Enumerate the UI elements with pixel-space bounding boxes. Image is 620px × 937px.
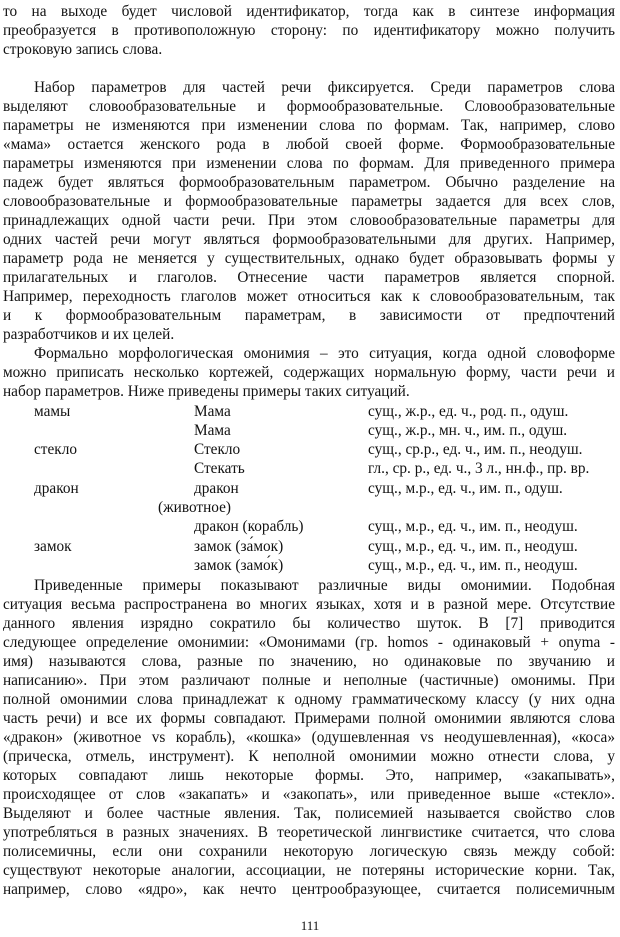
text-line: ситуация весьма распространена во многих языках, хотя и в разной мере. Отсутствие [3, 596, 615, 613]
text-line: часть речи) и все их формы совпадают. Примерами полной омонимии являются слова [3, 710, 615, 727]
example-word: стекло [34, 441, 77, 458]
example-form: Мама [194, 422, 231, 439]
text-line: «дракон» (животное vs корабль), «кошка» (одушевленная vs неодушевленная), «коса» [3, 729, 615, 746]
example-tags: сущ., м.р., ед. ч., им. п., неодуш. [368, 518, 578, 535]
text-line: существуют некоторые аналогии, ассоциации, не потеряны исторические корни. Так, [3, 862, 615, 879]
text-line: преобразуется в противоположную сторону: по идентификатору можно получить [3, 22, 615, 39]
text-line: параметры не изменяются при изменении слова по формам. Так, например, слово [3, 117, 615, 134]
text-line: можно приписать несколько кортежей, содержащих нормальную форму, части речи и [3, 364, 615, 381]
text-line: происходящее от слов «закапать» и «закопать», или приведенное выше «стекло». [3, 786, 615, 803]
example-form: Мама [194, 403, 231, 420]
text-line: данного явления изрядно сократило бы количество шуток. В [7] приводится [3, 615, 615, 632]
text-line: прилагательных и глаголов. Отнесение части параметров является спорной. [3, 269, 615, 286]
text-line: параметры изменяются при изменении слова по формам. Для приведенного примера [3, 155, 615, 172]
example-form: Стекать [194, 460, 245, 477]
text-line: разработчиков и их целей. [3, 326, 175, 343]
example-tags: сущ., ср.р., ед. ч., им. п., неодуш. [368, 441, 583, 458]
text-line: Формально морфологическая омонимия – это ситуация, когда одной словоформе [34, 345, 615, 362]
text-line: падеж будет являться формообразовательным параметром. Обычно разделение на [3, 174, 615, 191]
page-number: 111 [300, 918, 320, 933]
text-line: употребляться в разных значениях. В теоретической лингвистике считается, что слова [3, 824, 615, 841]
text-line: словообразовательные и формообразовательные параметры задается для всех слов, [3, 193, 615, 210]
example-form: дракон (корабль) [194, 518, 304, 535]
example-word: (животное) [158, 499, 232, 516]
text-line: то на выходе будет числовой идентификатор, тогда как в синтезе информация [3, 3, 615, 20]
example-form: Стекло [194, 441, 241, 458]
text-line: одних частей речи могут являться формообразовательными для других. Например, [3, 231, 615, 248]
text-line: полной омонимии слова принадлежат к одному грамматическому классу (у них одна [3, 691, 615, 708]
text-line: Набор параметров для частей речи фиксируется. Среди параметров слова [34, 79, 615, 96]
example-tags: гл., ср. р., ед. ч., 3 л., нн.ф., пр. вр. [368, 460, 590, 477]
text-line: Например, переходность глаголов может относиться как к словообразовательным, так [3, 288, 615, 305]
example-form: замок (замо́к) [194, 557, 284, 574]
text-line: «мама» остается женского рода в любой своей форме. Формообразовательные [3, 136, 615, 153]
text-line: имя) называются слова, разные по значению, но одинаковые по звучанию и [3, 653, 615, 670]
text-line: которых совпадают лишь некоторые формы. Это, например, «закапывать», [3, 767, 615, 784]
text-line: принадлежащих одной части речи. При этом словообразовательные параметры для [3, 212, 615, 229]
text-line: строковую запись слова. [3, 41, 163, 58]
text-line: Выделяют и более частные явления. Так, полисемией называется свойство слов [3, 805, 615, 822]
example-word: дракон [34, 480, 79, 497]
example-word: замок [34, 538, 72, 555]
example-word: мамы [34, 403, 71, 420]
text-line: набор параметров. Ниже приведены примеры таких ситуаций. [3, 383, 410, 400]
example-form: дракон [194, 480, 239, 497]
text-line: следующее определение омонимии: «Омонимами (гр. homos - одинаковый + onyma - [3, 634, 615, 651]
text-line: Приведенные примеры показывают различные виды омонимии. Подобная [34, 577, 615, 594]
example-tags: сущ., м.р., ед. ч., им. п., одуш. [368, 480, 563, 497]
text-line: (прическа, отмель, инструмент). К неполной омонимии можно отнести слова, у [3, 748, 615, 765]
text-line: и к формообразовательным параметрам, в зависимости от предпочтений [3, 307, 615, 324]
example-tags: сущ., ж.р., мн. ч., им. п., одуш. [368, 422, 568, 439]
text-line: полисемичны, если они сохранили некоторую логическую связь между собой: [3, 843, 615, 860]
example-form: замок (за́мок) [194, 538, 284, 555]
example-tags: сущ., ж.р., ед. ч., род. п., одуш. [368, 403, 569, 420]
example-tags: сущ., м.р., ед. ч., им. п., неодуш. [368, 538, 578, 555]
example-tags: сущ., м.р., ед. ч., им. п., неодуш. [368, 557, 578, 574]
text-line: написанию». При этом различают полные и неполные (частичные) омонимы. При [3, 672, 615, 689]
text-line: например, слово «ядро», как нечто центрообразующее, считается полисемичным [3, 881, 615, 898]
text-line: выделяют словообразовательные и формообразовательные. Словообразовательные [3, 98, 615, 115]
text-line: параметр рода не меняется у существительных, однако будет образовывать формы у [3, 250, 615, 267]
